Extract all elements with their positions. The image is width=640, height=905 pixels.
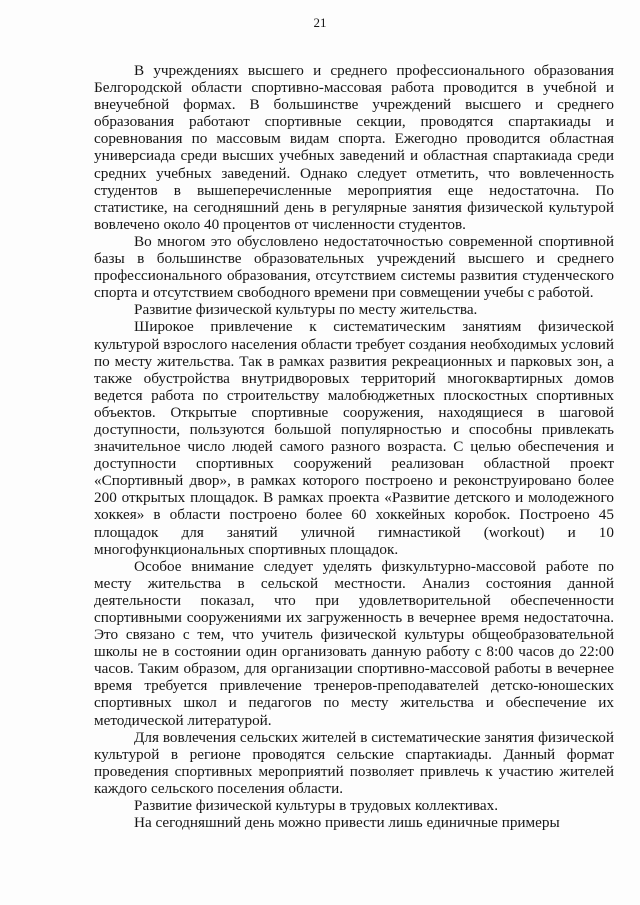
- paragraph-workforce-examples: На сегодняшний день можно привести лишь единичные примеры: [134, 814, 560, 832]
- section-heading-residence: Развитие физической культуры по месту жительства.: [134, 301, 478, 319]
- page-number: 21: [313, 15, 327, 30]
- section-heading-workforce: Развитие физической культуры в трудовых коллективах.: [134, 797, 498, 815]
- paragraph-adult-population: Широкое привлечение к систематическим занятиям физической культурой взрослого населения области требует создания необходимых условий по месту жительства. Так в рамках развития рекреационных и парковых зон, а также обустройства внутридворовых территорий многоквартирных домов ведется работа по строительству малобюджетных плоскостных спортивных объектов. Открытые спортивные сооружения, находящиеся в шаговой доступности, пользуются большой популярностью и способны привлекать значительное число людей самого разного возраста. С целью обеспечения и доступности спортивных сооружений реализован областной проект «Спортивный двор», в рамках которого построено и реконструировано более 200 открытых площадок. В рамках проекта «Развитие детского и молодежного хоккея» в области построено более 60 хоккейных коробок. Построено 45 площадок для занятий уличной гимнастикой (workout) и 10 многофункциональных спортивных площадок.: [94, 318, 614, 558]
- page-body: [94, 62, 614, 831]
- paragraph-university-sports: В учреждениях высшего и среднего профессионального образования Белгородской области спортивно-массовая работа проводится в учебной и внеучебной формах. В большинстве учреждений высшего и среднего образования работают спортивные секции, проводятся спартакиады и соревнования по массовым видам спорта. Ежегодно проводится областная универсиада среди высших учебных заведений и областная спартакиада среди средних учебных заведений. Однако следует отметить, что вовлеченность студентов в вышеперечисленные мероприятия еще недостаточна. По статистике, на сегодняшний день в регулярные занятия физической культурой вовлечено около 40 процентов от численности студентов.: [94, 62, 614, 233]
- paragraph-rural-areas: Особое внимание следует уделять физкультурно-массовой работе по месту жительства в сельской местности. Анализ состояния данной деятельности показал, что при удовлетворительной обеспеченности спортивными сооружениями их загруженность в вечернее время недостаточна. Это связано с тем, что учитель физической культуры общеобразовательной школы не в состоянии один организовать данную работу с 8:00 часов до 22:00 часов. Таким образом, для организации спортивно-массовой работы в вечернее время требуется привлечение тренеров-преподавателей детско-юношеских спортивных школ и педагогов по месту жительства и обеспечение их методической литературой.: [94, 557, 614, 729]
- paragraph-sports-base: Во многом это обусловлено недостаточностью современной спортивной базы в большинстве образовательных учреждений высшего и среднего профессионального образования, отсутствием системы развития студенческого спорта и отсутствием свободного времени при совмещении учебы с работой.: [94, 232, 614, 302]
- paragraph-rural-spartakiads: Для вовлечения сельских жителей в систематические занятия физической культурой в регионе проводятся сельские спартакиады. Данный формат проведения спортивных мероприятий позволяет привлечь к участию жителей каждого сельского поселения области.: [94, 728, 614, 797]
